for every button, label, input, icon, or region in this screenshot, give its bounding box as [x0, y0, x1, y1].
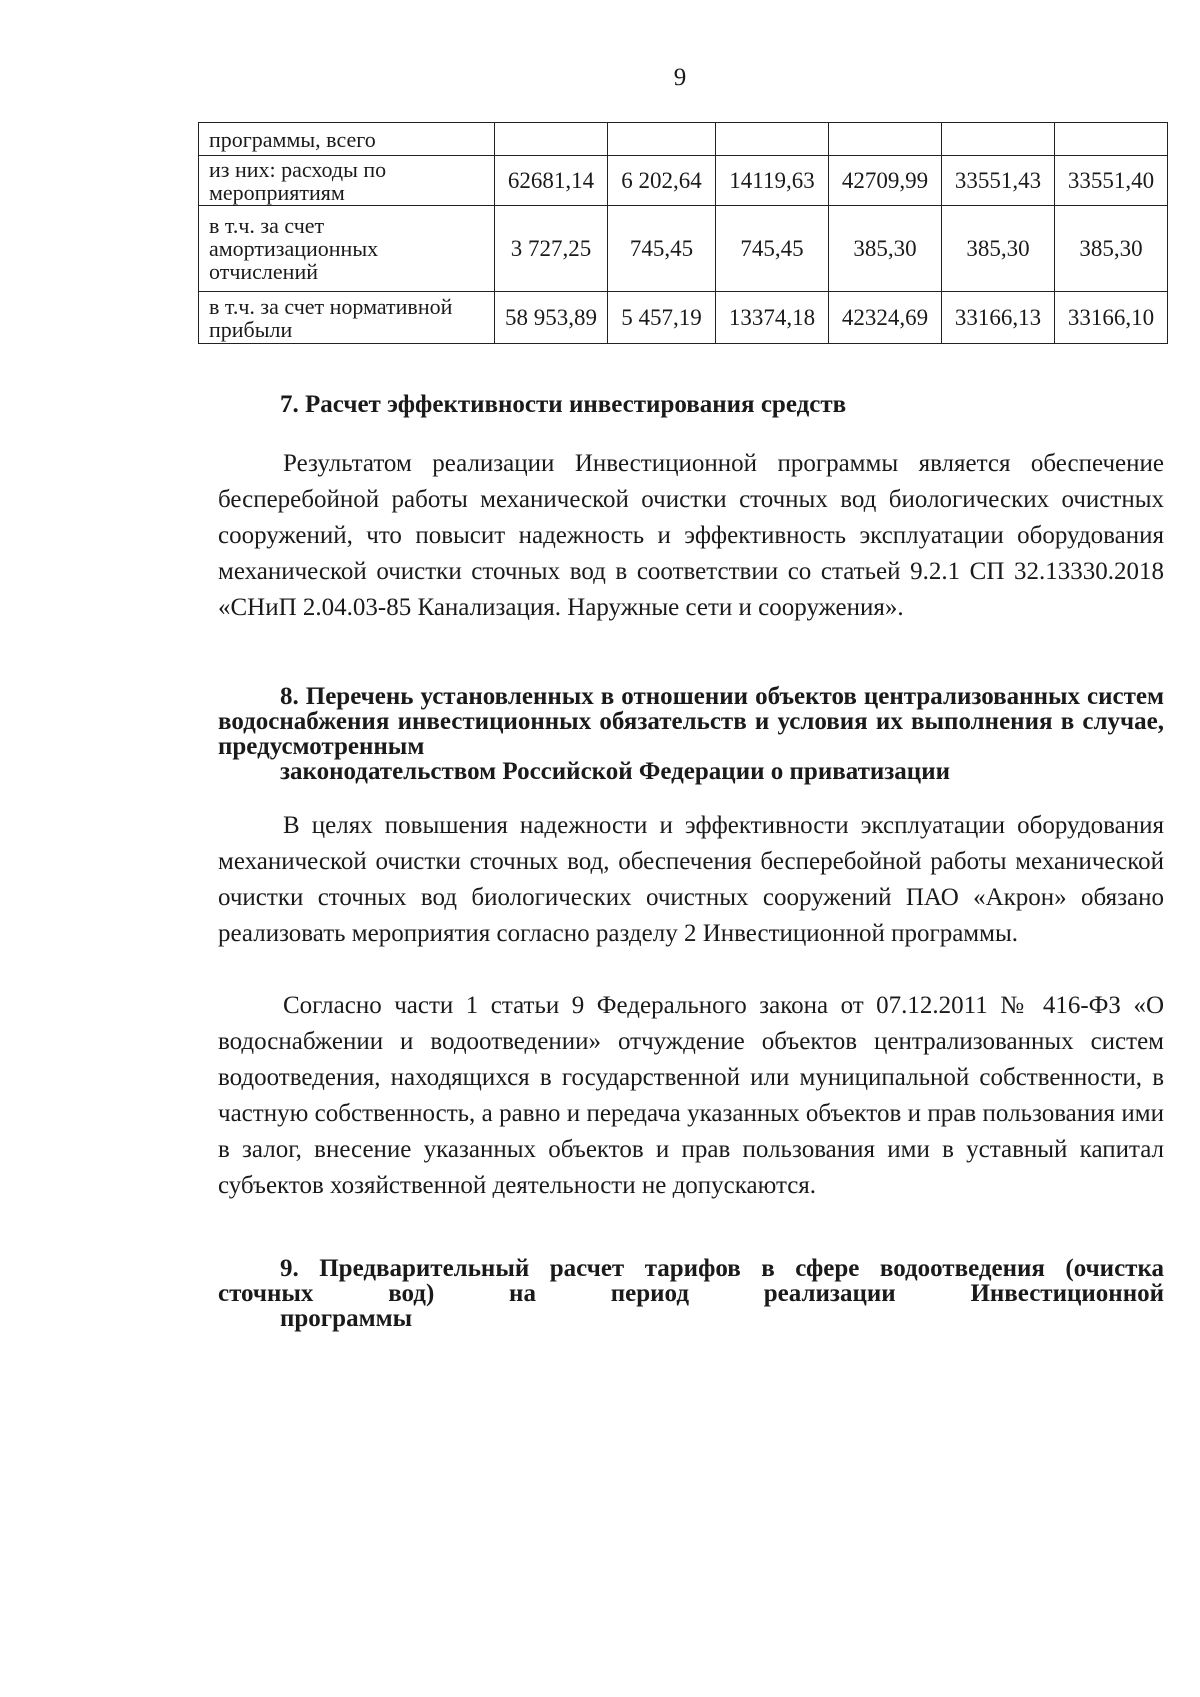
table-cell: [942, 123, 1055, 156]
section-8-paragraph-2: Согласно части 1 статьи 9 Федерального закона от 07.12.2011 № 416-ФЗ «О водоснабжении и водоотведении» отчуждение объектов централизованных систем водоотведения, находящихся в государственной или муниципальной собственности, в частную собственность, а равно и передача указанных объектов и прав пользования ими в залог, внесение указанных объектов и прав пользования ими в уставный капитал субъектов хозяйственной деятельности не допускаются.: [218, 992, 1164, 1199]
table-cell: [716, 123, 829, 156]
table-cell: [608, 123, 716, 156]
table-cell: 42324,69: [829, 292, 942, 344]
table-cell: 5 457,19: [608, 292, 716, 344]
table-cell: 33166,13: [942, 292, 1055, 344]
page-number: 9: [673, 64, 687, 91]
table-row-label: программы, всего: [199, 123, 495, 156]
section-8-title: [218, 684, 1164, 784]
section-8-title-last: законодательством Российской Федерации о приватизации: [280, 758, 951, 785]
table-cell: 745,45: [716, 206, 829, 292]
table-cell: 385,30: [942, 206, 1055, 292]
table-row-label: из них: расходы по мероприятиям: [199, 156, 495, 206]
section-9-title: [218, 1256, 1164, 1331]
table-cell: [1055, 123, 1168, 156]
table-row-label: в т.ч. за счет амортизационных отчислений: [199, 206, 495, 292]
table-cell: [829, 123, 942, 156]
table-cell: 14119,63: [716, 156, 829, 206]
table-row-label: в т.ч. за счет нормативной прибыли: [199, 292, 495, 344]
table-cell: 42709,99: [829, 156, 942, 206]
table-cell: 3 727,25: [495, 206, 608, 292]
section-9-title-last: программы: [280, 1305, 413, 1332]
table-cell: 385,30: [1055, 206, 1168, 292]
budget-table: [198, 122, 1168, 344]
section-8-paragraph-1: В целях повышения надежности и эффективности эксплуатации оборудования механической очистки сточных вод, обеспечения бесперебойной работы механической очистки сточных вод биологических очистных сооружений ПАО «Акрон» обязано реализовать мероприятия согласно разделу 2 Инвестиционной программы.: [218, 812, 1164, 947]
section-7-paragraph: Результатом реализации Инвестиционной программы является обеспечение бесперебойной работы механической очистки сточных вод биологических очистных сооружений, что повысит надежность и эффективность эксплуатации оборудования механической очистки сточных вод в соответствии со статьей 9.2.1 СП 32.13330.2018 «СНиП 2.04.03-85 Канализация. Наружные сети и сооружения».: [218, 450, 1164, 621]
section-8-title-main: 8. Перечень установленных в отношении объектов централизованных систем водоснабжения инвестиционных обязательств и условия их выполнения в случае, предусмотренным: [218, 683, 1164, 760]
section-9-title-main: 9. Предварительный расчет тарифов в сфере водоотведения (очистка сточных вод) на период реализации Инвестиционной: [218, 1255, 1164, 1307]
table-cell: [495, 123, 608, 156]
table-row: [199, 292, 1168, 344]
table-row: [199, 156, 1168, 206]
table-cell: 62681,14: [495, 156, 608, 206]
table-row: [199, 206, 1168, 292]
table-row: [199, 123, 1168, 156]
table-cell: 13374,18: [716, 292, 829, 344]
table-cell: 33551,40: [1055, 156, 1168, 206]
table-cell: 6 202,64: [608, 156, 716, 206]
section-7-title: 7. Расчет эффективности инвестирования средств: [280, 391, 847, 418]
table-cell: 33551,43: [942, 156, 1055, 206]
table-cell: 745,45: [608, 206, 716, 292]
table-cell: 58 953,89: [495, 292, 608, 344]
table-cell: 33166,10: [1055, 292, 1168, 344]
table-cell: 385,30: [829, 206, 942, 292]
